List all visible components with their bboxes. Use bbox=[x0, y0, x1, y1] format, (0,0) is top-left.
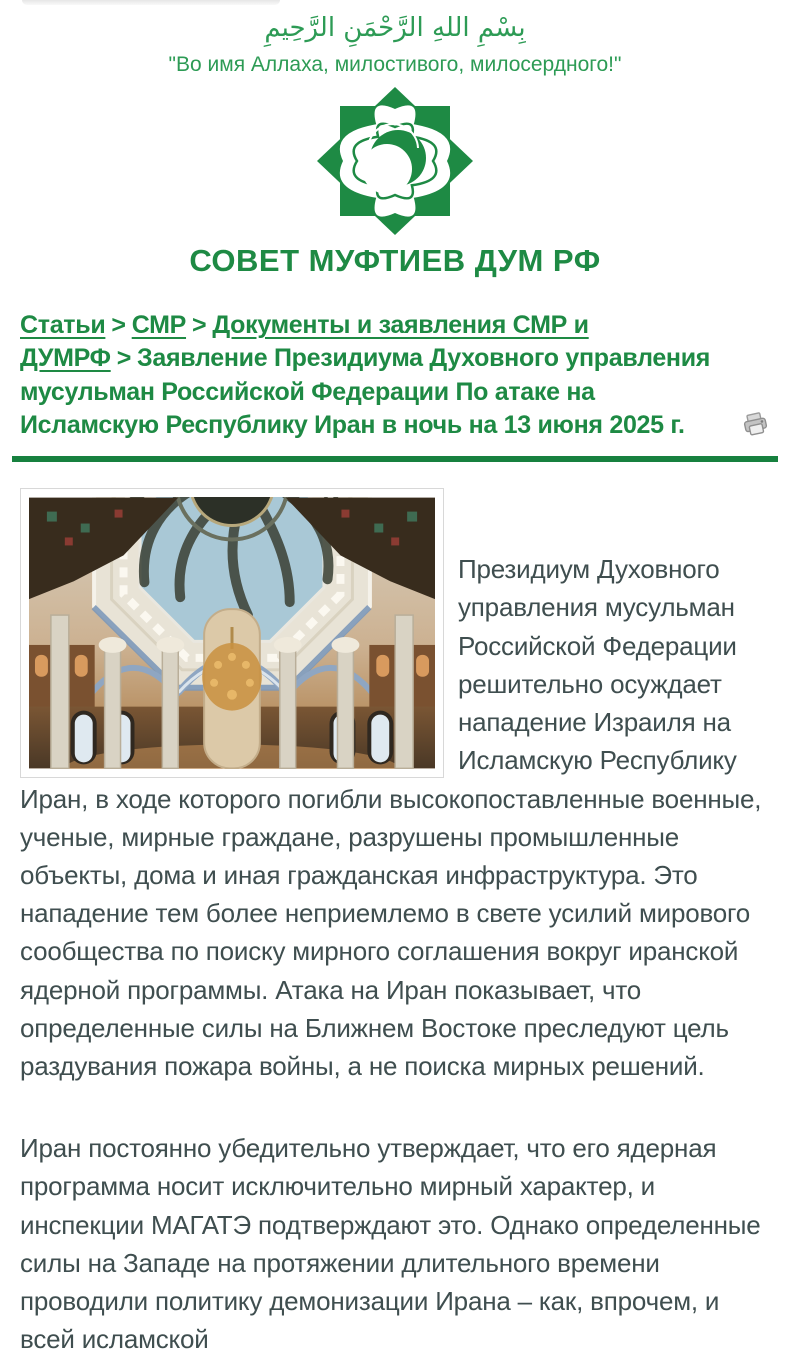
breadcrumb bbox=[20, 309, 722, 442]
article-body bbox=[20, 488, 770, 1358]
print-button[interactable] bbox=[740, 410, 770, 440]
breadcrumb-current-page-title: Заявление Президиума Духовного управления мусульман Российской Федерации По атаке на Исламскую Республику Иран в ночь на 13 июня 2025 г. bbox=[20, 344, 711, 439]
printer-icon bbox=[740, 410, 770, 440]
breadcrumb-link-articles[interactable]: Статьи bbox=[20, 311, 106, 340]
bismillah-arabic-text: بِسْمِ اللهِ الرَّحْمَنِ الرَّحِيمِ bbox=[264, 13, 526, 43]
mosque-interior-dome-photo bbox=[29, 497, 435, 769]
site-logo bbox=[0, 85, 790, 237]
top-edge-artifact bbox=[22, 0, 280, 5]
breadcrumb-link-smr[interactable]: СМР bbox=[131, 311, 187, 340]
crescent-star-logo-icon bbox=[315, 85, 475, 237]
breadcrumb-link-documents[interactable]: Документы и заявления СМР и ДУМРФ bbox=[20, 311, 589, 373]
article-paragraph: Президиум Духовного управления мусульман Российской Федерации решительно осуждает нападение Израиля на Исламскую Республику Иран, в ходе которого погибли высокопоставленные военные, ученые, мирные граждане, разрушены промышленные объекты, дома и иная гражданская инфраструктура. Это нападение тем более неприемлемо в свете усилий мирового сообщества по поиску мирного соглашения вокруг иранской ядерной программы. Атака на Иран показывает, что определенные силы на Ближнем Востоке преследуют цель раздувания пожара войны, а не поиска мирных решений. bbox=[20, 554, 762, 1082]
breadcrumb-separator: > bbox=[116, 344, 131, 373]
article-paragraph: Иран постоянно убедительно утверждает, что его ядерная программа носит исключительно мирный характер, и инспекции МАГАТЭ подтверждают это. Однако определенные силы на Западе на протяжении длительного времени проводили политику демонизации Ирана – как, впрочем, и всей исламской bbox=[20, 1133, 761, 1355]
site-header bbox=[0, 0, 790, 279]
breadcrumb-separator: > bbox=[111, 311, 126, 340]
bismillah-translation: "Во имя Аллаха, милостивого, милосердного!" bbox=[168, 53, 622, 77]
org-name-title: СОВЕТ МУФТИЕВ ДУМ РФ bbox=[189, 243, 601, 279]
green-divider bbox=[12, 456, 778, 462]
article-image-frame bbox=[20, 488, 444, 778]
breadcrumb-separator: > bbox=[192, 311, 207, 340]
